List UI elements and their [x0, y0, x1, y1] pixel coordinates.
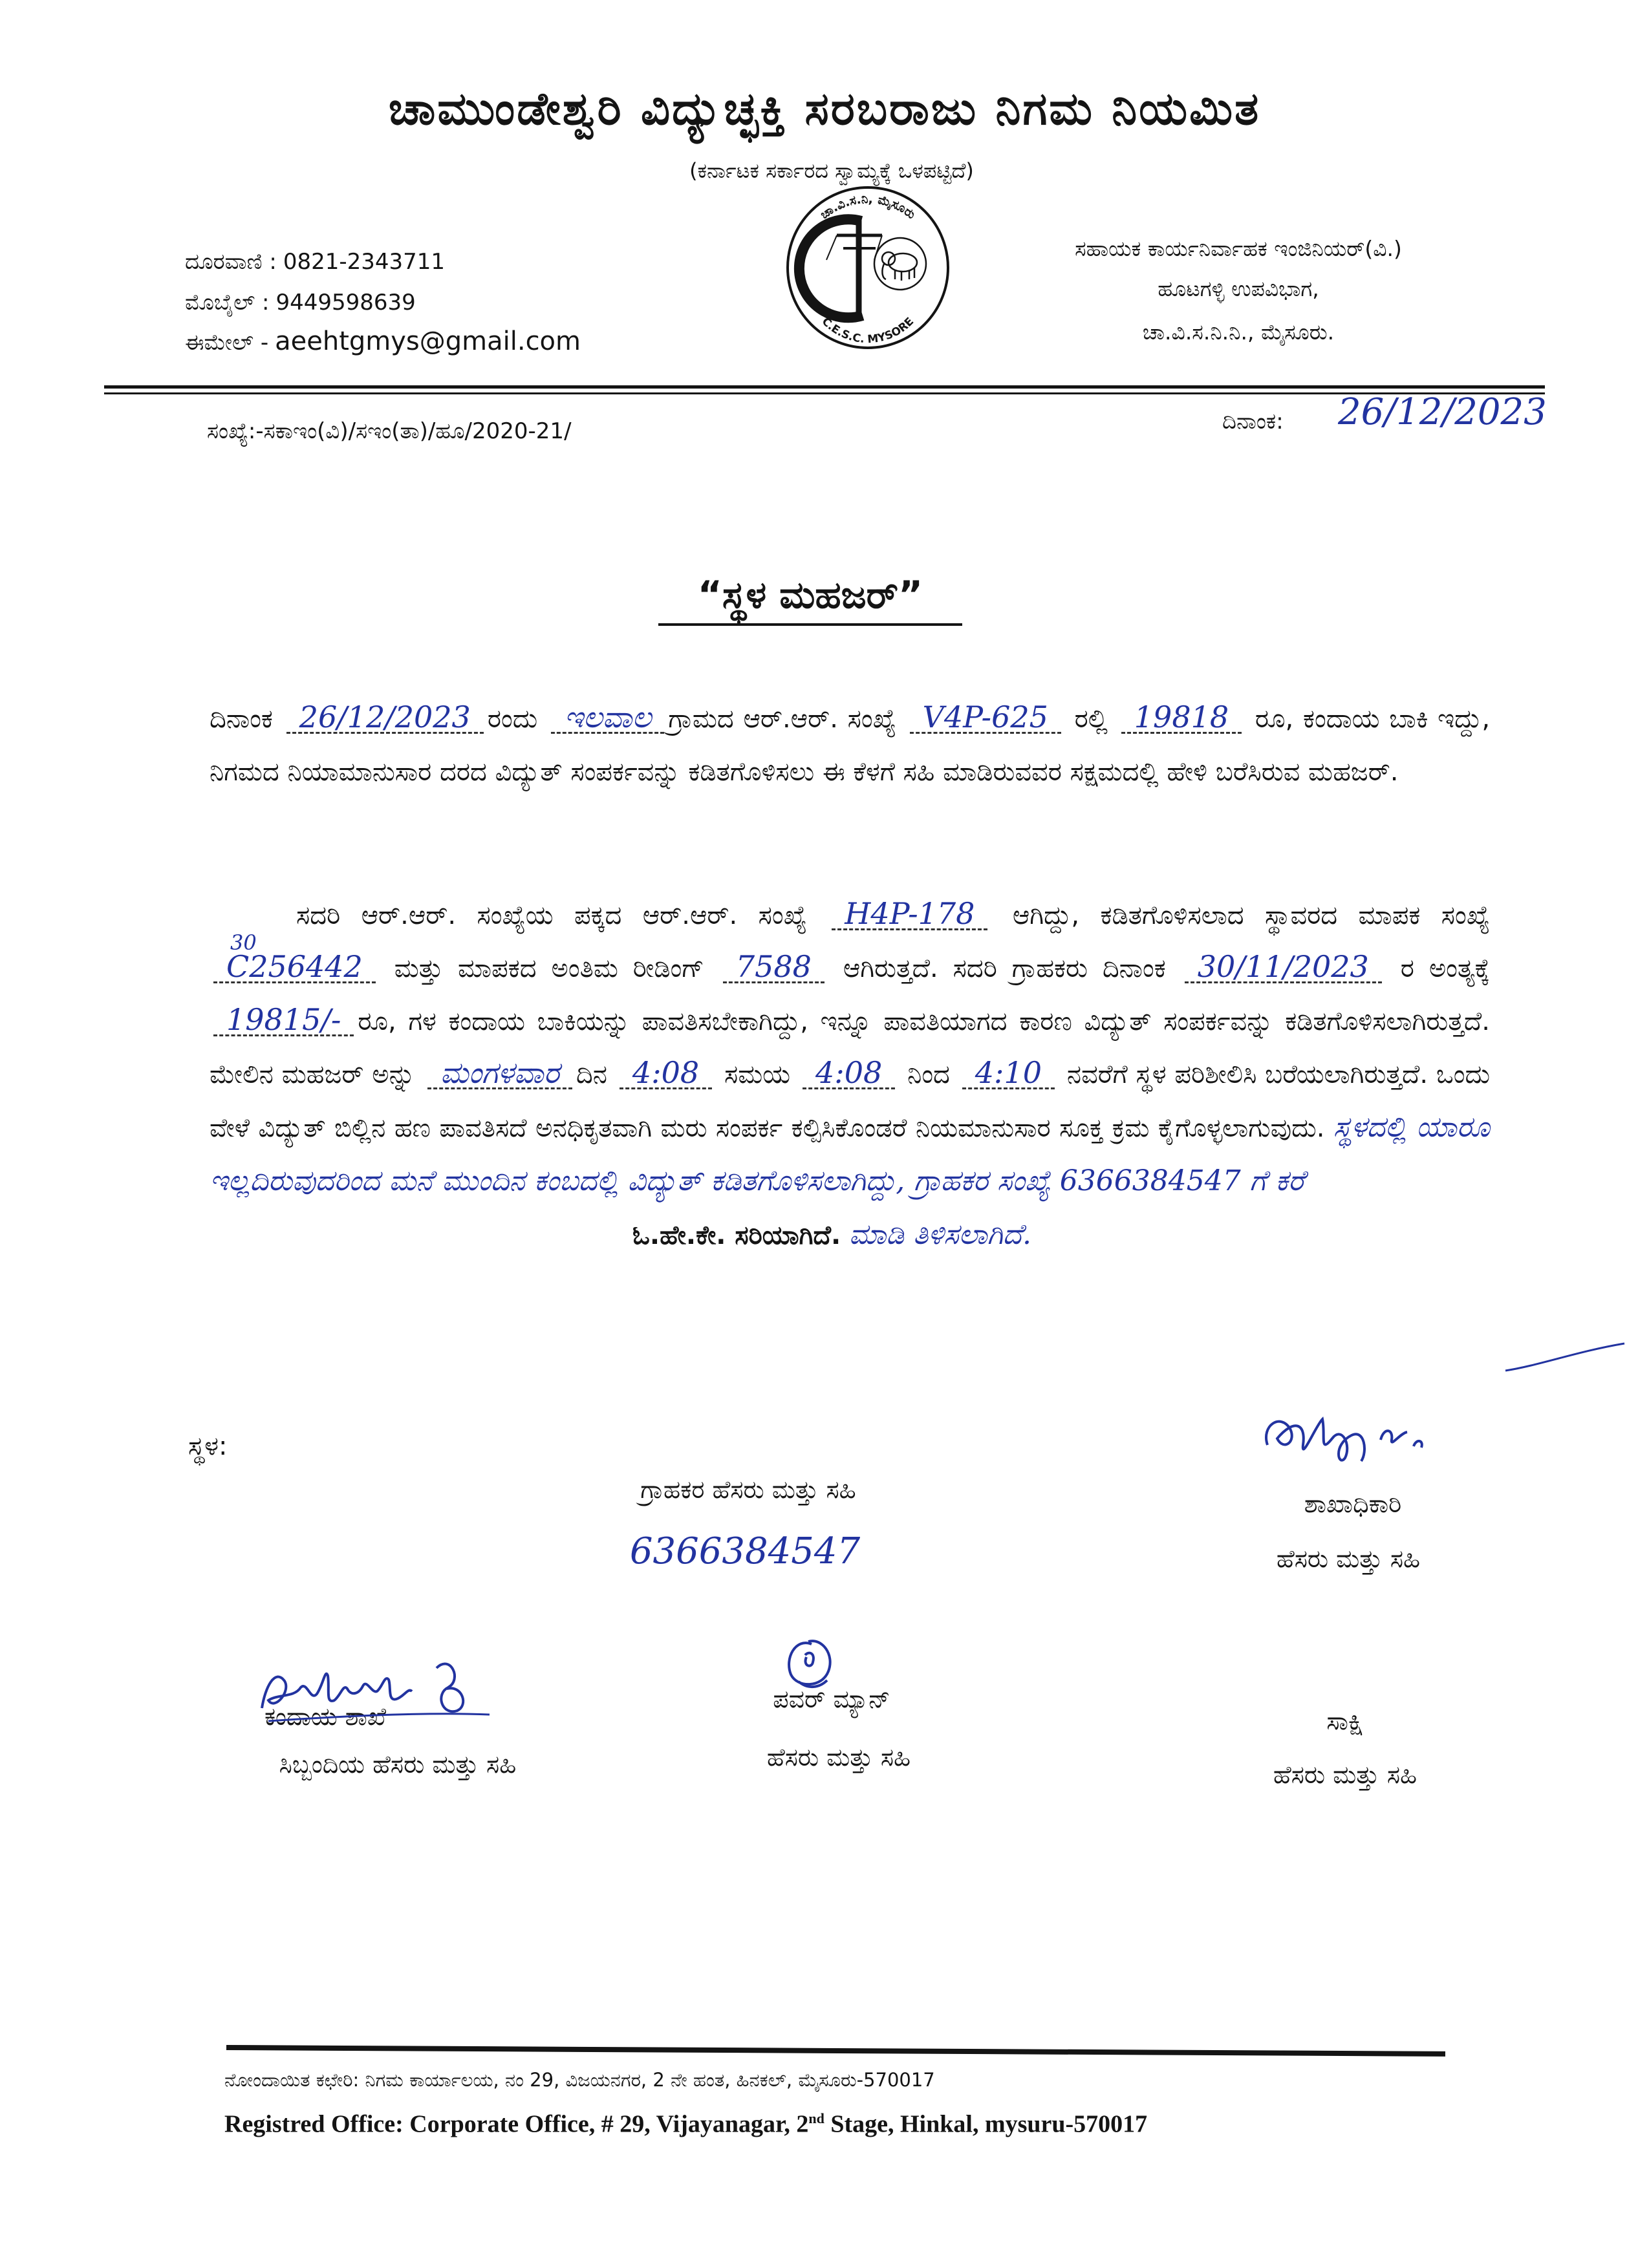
para2-time-to-fill: 4:10 [962, 1058, 1055, 1089]
witness-sign-label: ಹೆಸರು ಮತ್ತು ಸಹಿ [1273, 1760, 1417, 1789]
reference-number: ಸಂಖ್ಯೆ:-ಸಕಾಇಂ(ವಿ)/ಸಇಂ(ತಾ)/ಹೂ/2020-21/ [207, 418, 572, 444]
para2-s3: ಮತ್ತು ಮಾಪಕದ ಅಂತಿಮ ರೀಡಿಂಗ್ [394, 954, 704, 983]
header-rule-thick [104, 385, 1545, 389]
date-label: ದಿನಾಂಕ: [1222, 409, 1284, 434]
organization-subtitle: (ಕರ್ನಾಟಕ ಸರ್ಕಾರದ ಸ್ವಾಮ್ಯಕ್ಕೆ ಒಳಪಟ್ಟಿದೆ) [689, 158, 974, 183]
para1-after-village: ಗ್ರಾಮದ ಆರ್.ಆರ್. ಸಂಖ್ಯೆ [668, 704, 896, 734]
cesc-logo [784, 184, 952, 352]
powerman-title: ಪವರ್ ಮ್ಯಾನ್ [773, 1685, 890, 1713]
place-label: ಸ್ಥಳ: [188, 1431, 228, 1461]
consumer-phone-handwritten: 6366384547 [629, 1530, 861, 1572]
mobile-number: 9449598639 [275, 290, 416, 316]
para2-s10: ನವರೆಗೆ ಸ್ಥಳ ಪರಿಶೀಲಿಸಿ ಬರೆಯಲಾಗಿರುತ್ತದೆ. ಒಂದು ವೇಳೆ ವಿದ್ಯುತ್ ಬಿಲ್ಲಿನ ಹಣ ಪಾವತಿಸದೆ ಅನಧಿಕೃತವಾಗಿ ಮರು ಸಂಪರ್ಕ ಕಲ್ಪಿಸಿಕೊಂಡರೆ ನಿಯಮಾನುಸಾರ ಸೂಕ್ತ ಕ್ರಮ ಕೈಗೊಳ್ಳಲಾಗುವುದು. [210, 1060, 1491, 1143]
mobile-label: ಮೊಬೈಲ್ : [185, 290, 270, 316]
organization-name: ಚಾಮುಂಡೇಶ್ವರಿ ವಿದ್ಯುಚ್ಛಕ್ತಿ ಸರಬರಾಜು ನಿಗಮ ನಿಯಮಿತ [388, 82, 1261, 135]
powerman-sign-label: ಹೆಸರು ಮತ್ತು ಸಹಿ [766, 1743, 911, 1771]
revenue-staff-sign-label: ಸಿಬ್ಬಂದಿಯ ಹೆಸರು ಮತ್ತು ಸಹಿ [279, 1750, 517, 1779]
para2-s8: ಸಮಯ [724, 1060, 791, 1089]
consumer-sign-label: ಗ್ರಾಹಕರ ಹೆಸರು ಮತ್ತು ಸಹಿ [640, 1475, 856, 1504]
para2-day-fill: ಮಂಗಳವಾರ [427, 1058, 572, 1089]
para2-meter-number-fill [213, 930, 376, 984]
revenue-staff-signature [249, 1649, 495, 1733]
footer-address-en-sup: nd [808, 2110, 824, 2126]
footer-address-en-part2: Stage, Hinkal, mysuru-570017 [824, 2110, 1148, 2138]
phone-number: 0821-2343711 [283, 249, 446, 275]
para1-date-fill: 26/12/2023 [286, 702, 484, 734]
para2-s6: ರೂ, ಗಳ ಕಂದಾಯ ಬಾಕಿಯನ್ನು ಪಾವತಿಸಬೇಕಾಗಿದ್ದು, ಇನ್ನೂ ಪಾವತಿಯಾಗದ ಕಾರಣ ವಿದ್ಯುತ್ ಸಂಪರ್ಕವನ್ನು ಕಡಿತಗೊಳಿಸಲಾಗಿರುತ್ತದೆ. ಮೇಲಿನ ಮಹಜರ್ ಅನ್ನು [210, 1007, 1490, 1089]
para2-meter-number: C256442 [226, 949, 363, 984]
para2-s9: ನಿಂದ [907, 1060, 950, 1089]
header-rule-thin [104, 392, 1545, 394]
email-address: aeehtgmys@gmail.com [275, 326, 581, 356]
para2-s4: ಆಗಿರುತ್ತದೆ. ಸದರಿ ಗ್ರಾಹಕರು ದಿನಾಂಕ [843, 954, 1166, 983]
closing-line [210, 1208, 1490, 1262]
witness-title: ಸಾಕ್ಷಿ [1326, 1707, 1364, 1735]
footer-address-english [224, 2102, 1147, 2141]
para1-amount-fill: 19818 [1121, 702, 1242, 734]
para2-final-reading-fill: 7588 [723, 952, 824, 983]
para1-after-rr: ರಲ್ಲಿ [1074, 704, 1108, 734]
paragraph-1 [210, 692, 1490, 798]
phone-label: ದೂರವಾಣಿ : [185, 249, 277, 275]
handwritten-date: 26/12/2023 [1338, 391, 1547, 433]
section-officer-title: ಶಾಖಾಧಿಕಾರಿ [1304, 1490, 1402, 1518]
document-title: “ಸ್ಥಳ ಮಹಜರ್” [697, 573, 923, 617]
office-subdivision: ಹೂಟಗಳ್ಳಿ ಉಪವಿಭಾಗ, [1158, 276, 1319, 301]
handwritten-note: ಸ್ಥಳದಲ್ಲಿ ಯಾರೂ ಇಲ್ಲದಿರುವುದರಿಂದ ಮನೆ ಮುಂದಿನ ಕಂಬದಲ್ಲಿ ವಿದ್ಯುತ್ ಕಡಿತಗೊಳಿಸಲಾಗಿದ್ದು, ಗ್ರಾಹಕರ ಸಂಖ್ಯೆ 6366384547 ಗೆ ಕರೆ [210, 1111, 1490, 1197]
para1-date-label: ದಿನಾಂಕ [210, 704, 273, 734]
office-designation: ಸಹಾಯಕ ಕಾರ್ಯನಿರ್ವಾಹಕ ಇಂಜಿನಿಯರ್(ವಿ.) [1075, 236, 1402, 261]
section-officer-signature [1255, 1400, 1449, 1477]
para1-village-fill: ಇಲವಾಲ [551, 702, 664, 734]
footer-address-kannada: ನೋಂದಾಯಿತ ಕಛೇರಿ: ನಿಗಮ ಕಾರ್ಯಾಲಯ, ನಂ 29, ವಿಜಯನಗರ, 2 ನೇ ಹಂತ, ಹಿನಕಲ್, ಮೈಸೂರು-570017 [224, 2069, 935, 2091]
office-company: ಚಾ.ವಿ.ಸ.ನಿ.ನಿ., ಮೈಸೂರು. [1142, 319, 1335, 345]
contact-mobile [185, 286, 416, 319]
logo-top-text: ಚಾ.ವಿ.ಸ.ನಿ, ಮೈಸೂರು [817, 191, 918, 222]
revenue-section-title: ಕಂದಾಯ ಶಾಖೆ [264, 1702, 387, 1731]
para1-rr-number-fill: V4P-625 [910, 702, 1061, 734]
para2-due-amount-fill: 19815/- [213, 1005, 354, 1036]
para2-s2: ಆಗಿದ್ದು, ಕಡಿತಗೊಳಿಸಲಾದ ಸ್ಥಾವರದ ಮಾಪಕ ಸಂಖ್ಯೆ [1012, 901, 1490, 930]
para2-adjacent-rr-fill: H4P-178 [832, 899, 987, 930]
para2-s1: ಸದರಿ ಆರ್.ಆರ್. ಸಂಖ್ಯೆಯ ಪಕ್ಕದ ಆರ್.ಆರ್. ಸಂಖ್ಯೆ [296, 901, 807, 930]
para1-body: ರೂ, ಕಂದಾಯ ಬಾಕಿ ಇದ್ದು, ನಿಗಮದ ನಿಯಾಮಾನುಸಾರ ದರದ ವಿದ್ಯುತ್ ಸಂಪರ್ಕವನ್ನು ಕಡಿತಗೊಳಿಸಲು ಈ ಕೆಳಗೆ ಸಹಿ ಮಾಡಿರುವವರ ಸಕ್ಷಮದಲ್ಲಿ ಹೇಳಿ ಬರೆಸಿರುವ ಮಹಜರ್. [210, 704, 1491, 787]
email-label: ಈಮೇಲ್ - [185, 330, 269, 356]
para2-meter-prefix: 30 [230, 930, 257, 955]
para2-time-from-fill: 4:08 [803, 1058, 895, 1089]
pen-mark [1500, 1337, 1630, 1376]
title-underline [658, 623, 962, 626]
handwritten-closing: ಮಾಡಿ ತಿಳಿಸಲಾಗಿದೆ. [848, 1218, 1031, 1251]
paragraph-2 [210, 889, 1490, 1262]
section-officer-sign-label: ಹೆಸರು ಮತ್ತು ಸಹಿ [1276, 1545, 1421, 1573]
para2-time-fill: 4:08 [620, 1058, 712, 1089]
para2-s7: ದಿನ [576, 1060, 608, 1089]
contact-phone [185, 246, 445, 278]
contact-email [185, 325, 581, 359]
footer-rule [226, 2045, 1445, 2057]
para2-s5: ರ ಅಂತ್ಯಕ್ಕೆ [1400, 954, 1491, 983]
ohk-status: ಓ.ಹೇ.ಕೇ. ಸರಿಯಾಗಿದೆ. [632, 1221, 841, 1250]
para2-due-date-fill: 30/11/2023 [1185, 952, 1382, 983]
footer-address-en-part1: Registred Office: Corporate Office, # 29, Vijayanagar, 2 [224, 2110, 809, 2138]
logo-bottom-text: C.E.S.C. MYSORE [819, 315, 917, 347]
para1-after-date: ರಂದು [487, 704, 538, 734]
